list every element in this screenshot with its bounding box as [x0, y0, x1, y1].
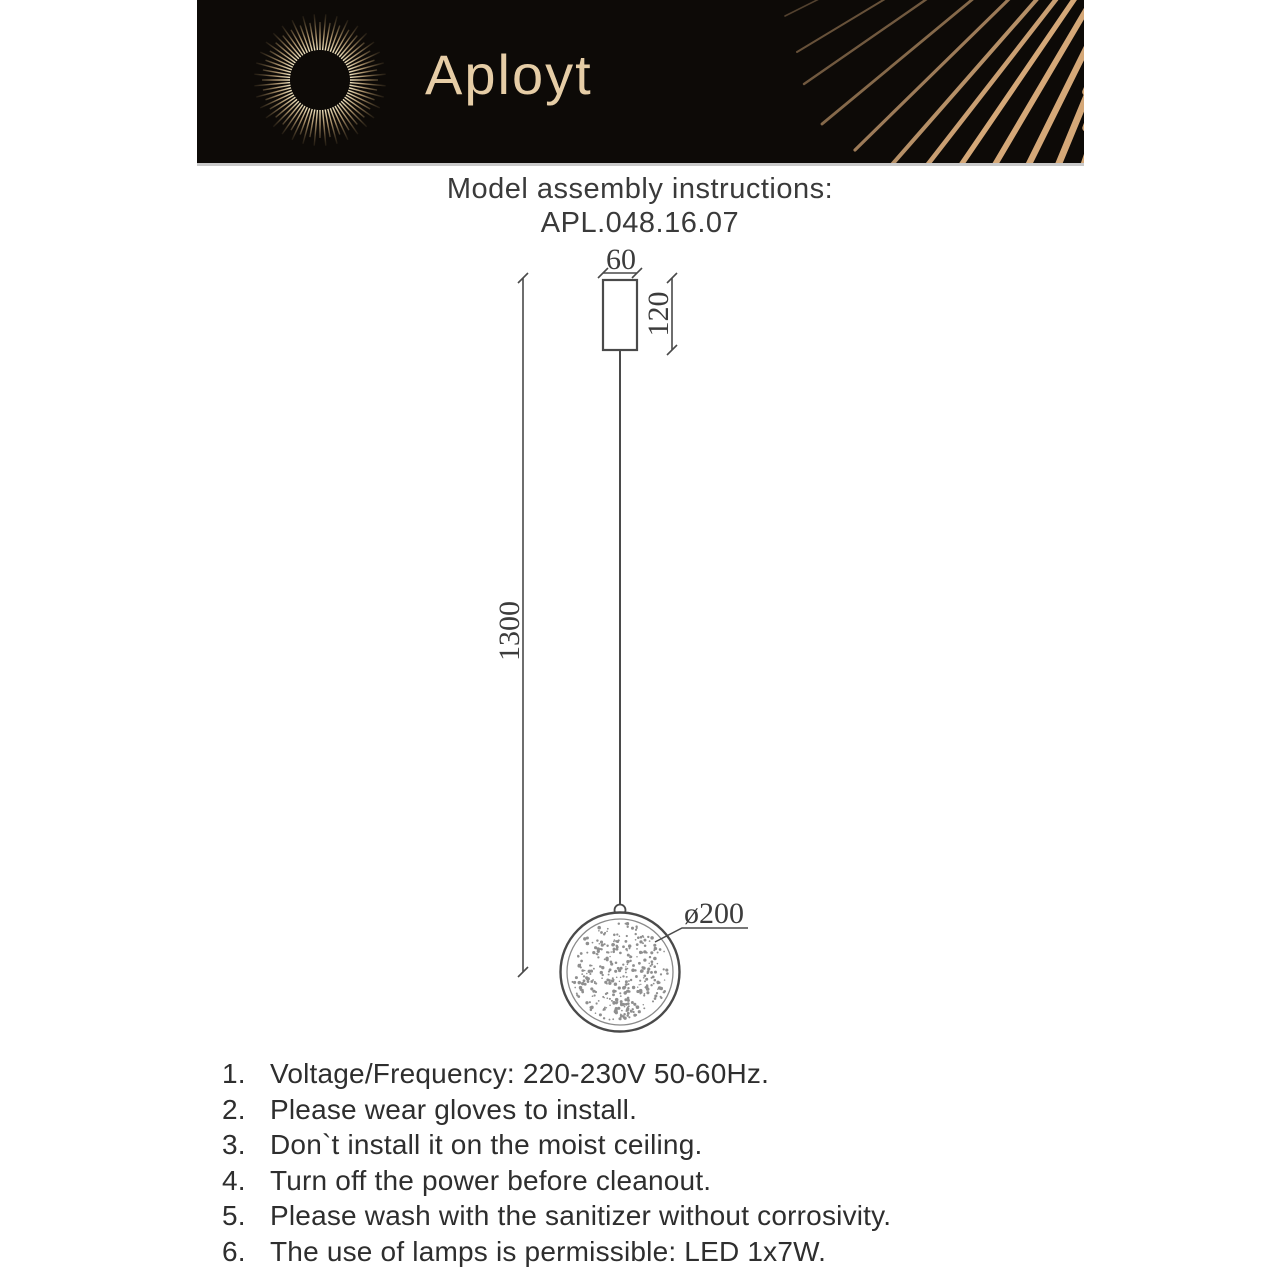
lamp-dimension-diagram: [197, 245, 1084, 1055]
model-number: APL.048.16.07: [540, 207, 740, 239]
list-item: [222, 1198, 1082, 1234]
list-item: [222, 1092, 1082, 1128]
list-item-text: Don`t install it on the moist ceiling.: [270, 1129, 703, 1161]
page-title: Model assembly instructions:: [446, 173, 834, 205]
canopy-outline: [603, 280, 637, 350]
list-item-number: 1.: [222, 1058, 246, 1089]
list-item-number: 3.: [222, 1129, 246, 1161]
brand-name: Aployt: [425, 43, 593, 106]
dim-label-canopy-height: 120: [642, 291, 675, 337]
dim-label-cord-length: 1300: [493, 601, 526, 661]
list-item-text: Please wash with the sanitizer without corrosivity.: [270, 1200, 892, 1232]
list-item-text: Voltage/Frequency: 220-230V 50-60Hz.: [270, 1058, 770, 1089]
header-decoration: [197, 0, 1084, 163]
instructions-list: [222, 1056, 1082, 1270]
sunburst-logo-icon: [254, 14, 385, 145]
list-item-number: 5.: [222, 1200, 246, 1232]
list-item-number: 6.: [222, 1235, 246, 1267]
list-item: [222, 1163, 1082, 1199]
list-item-text: The use of lamps is permissible: LED 1x7W.: [270, 1235, 827, 1267]
list-item-text: Turn off the power before cleanout.: [270, 1164, 712, 1196]
dim-label-shade-diameter: ø200: [684, 897, 744, 930]
rays-decoration-icon: [785, 0, 1084, 163]
list-item: [222, 1056, 1082, 1092]
list-item: [222, 1234, 1082, 1270]
list-item-number: 4.: [222, 1164, 246, 1196]
brand-header: [197, 0, 1084, 166]
list-item-number: 2.: [222, 1093, 246, 1125]
list-item-text: Please wear gloves to install.: [270, 1093, 638, 1125]
list-item: [222, 1127, 1082, 1163]
dim-label-canopy-width: 60: [606, 245, 636, 276]
